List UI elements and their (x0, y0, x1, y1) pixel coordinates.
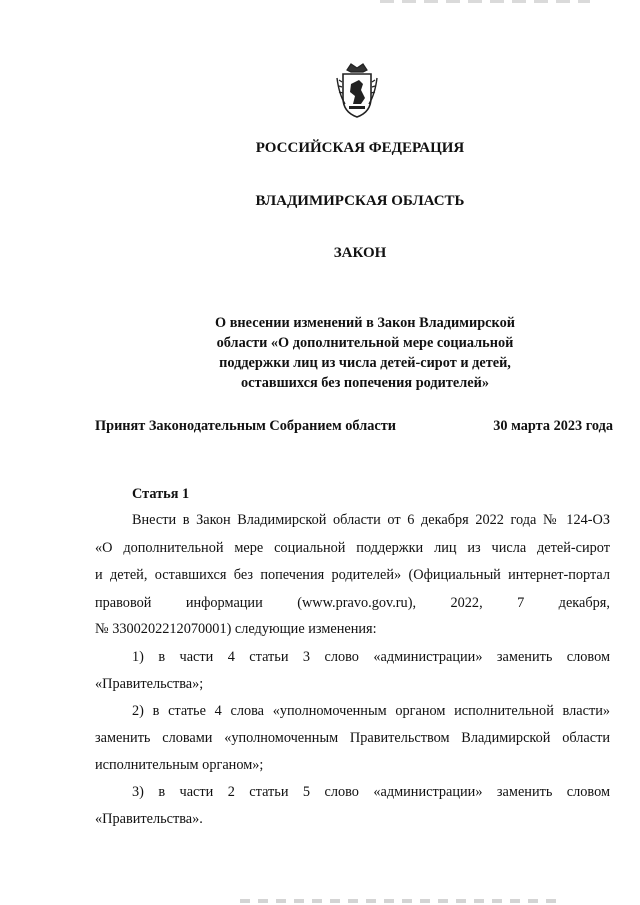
coat-of-arms-icon (333, 60, 381, 120)
title-line: оставшихся без попечения родителей» (241, 375, 489, 391)
list-item: 1) в части 4 статьи 3 слово «администрации» заменить словом (132, 649, 610, 665)
body-line: «Правительства». (95, 811, 203, 827)
body-line: и детей, оставшихся без попечения родителей» (Официальный интернет-портал (95, 567, 610, 583)
body-line: № 3300202212070001) следующие изменения: (95, 621, 377, 637)
list-item: 3) в части 2 статьи 5 слово «администрации» заменить словом (132, 784, 610, 800)
title-line: поддержки лиц из числа детей-сирот и детей, (219, 355, 511, 371)
body-line: правовой информации (www.pravo.gov.ru), 2022, 7 декабря, (95, 595, 610, 611)
adoption-date: 30 марта 2023 года (493, 418, 613, 434)
doc-type-heading: ЗАКОН (333, 245, 387, 261)
body-line: Внести в Закон Владимирской области от 6 декабря 2022 года № 124-ОЗ (132, 512, 610, 528)
scan-artifact-bottom (240, 899, 560, 903)
body-line: заменить словами «уполномоченным Правительством Владимирской области (95, 730, 610, 746)
body-line: «Правительства»; (95, 676, 204, 692)
country-heading: РОССИЙСКАЯ ФЕДЕРАЦИЯ (255, 140, 465, 156)
title-line: О внесении изменений в Закон Владимирской (215, 315, 515, 331)
law-title (190, 313, 540, 393)
region-heading: ВЛАДИМИРСКАЯ ОБЛАСТЬ (255, 193, 465, 209)
adopted-by: Принят Законодательным Собранием области (95, 418, 396, 434)
title-line: области «О дополнительной мере социальной (216, 335, 514, 351)
article-heading: Статья 1 (132, 486, 190, 502)
scan-artifact-top (380, 0, 590, 3)
list-item: 2) в статье 4 слова «уполномоченным органом исполнительной власти» (132, 703, 610, 719)
body-line: исполнительным органом»; (95, 757, 264, 773)
body-line: «О дополнительной мере социальной поддержки лиц из числа детей-сирот (95, 540, 610, 556)
